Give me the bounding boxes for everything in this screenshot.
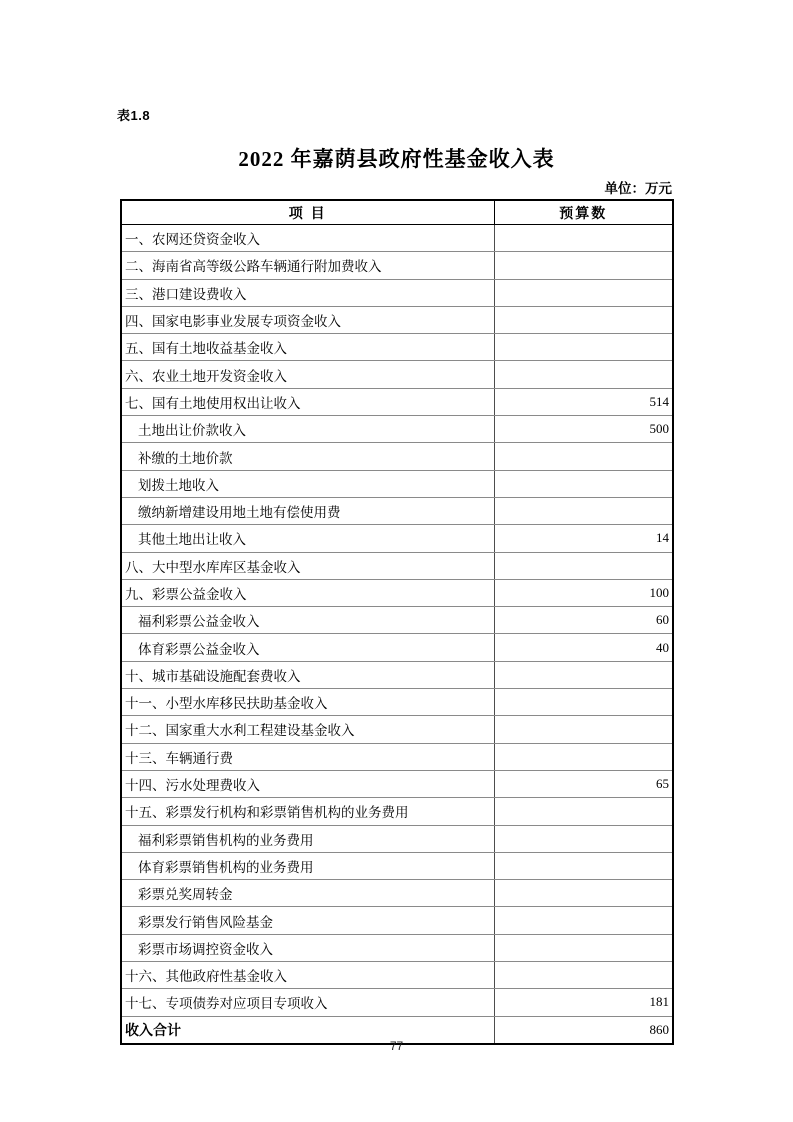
item-cell: 彩票发行销售风险基金 <box>121 907 494 934</box>
budget-cell: 181 <box>494 989 673 1016</box>
table-row <box>121 443 673 470</box>
item-cell: 福利彩票公益金收入 <box>121 607 494 634</box>
budget-cell: 100 <box>494 579 673 606</box>
budget-cell <box>494 443 673 470</box>
table-header-row <box>121 200 673 225</box>
item-cell: 六、农业土地开发资金收入 <box>121 361 494 388</box>
item-cell: 彩票兑奖周转金 <box>121 880 494 907</box>
item-cell: 土地出让价款收入 <box>121 416 494 443</box>
budget-cell: 514 <box>494 388 673 415</box>
item-cell: 十四、污水处理费收入 <box>121 770 494 797</box>
item-cell: 福利彩票销售机构的业务费用 <box>121 825 494 852</box>
budget-cell: 40 <box>494 634 673 661</box>
table-row <box>121 770 673 797</box>
table-row <box>121 689 673 716</box>
table-row <box>121 962 673 989</box>
budget-cell: 14 <box>494 525 673 552</box>
table-row <box>121 798 673 825</box>
table-row <box>121 552 673 579</box>
table-row <box>121 661 673 688</box>
table-row <box>121 388 673 415</box>
budget-cell <box>494 252 673 279</box>
item-cell: 体育彩票销售机构的业务费用 <box>121 852 494 879</box>
item-cell: 九、彩票公益金收入 <box>121 579 494 606</box>
table-row <box>121 470 673 497</box>
table-row <box>121 607 673 634</box>
item-cell: 五、国有土地收益基金收入 <box>121 334 494 361</box>
budget-cell <box>494 962 673 989</box>
item-cell: 七、国有土地使用权出让收入 <box>121 388 494 415</box>
table-row <box>121 525 673 552</box>
budget-cell <box>494 798 673 825</box>
table-row <box>121 743 673 770</box>
table-row <box>121 825 673 852</box>
unit-note: 单位：万元 <box>604 181 672 196</box>
page-number: 77 <box>389 1039 404 1053</box>
table-row <box>121 225 673 252</box>
item-cell: 划拨土地收入 <box>121 470 494 497</box>
table-row <box>121 716 673 743</box>
page-title: 2022 年嘉荫县政府性基金收入表 <box>238 147 555 171</box>
item-cell: 四、国家电影事业发展专项资金收入 <box>121 306 494 333</box>
table-row <box>121 934 673 961</box>
item-cell: 补缴的土地价款 <box>121 443 494 470</box>
column-header-budget: 预算数 <box>494 200 673 225</box>
budget-cell <box>494 689 673 716</box>
budget-cell <box>494 552 673 579</box>
table-row <box>121 497 673 524</box>
budget-cell <box>494 934 673 961</box>
budget-cell <box>494 743 673 770</box>
table-row <box>121 361 673 388</box>
table-row <box>121 334 673 361</box>
budget-cell: 60 <box>494 607 673 634</box>
budget-cell <box>494 470 673 497</box>
budget-cell <box>494 661 673 688</box>
item-cell: 一、农网还贷资金收入 <box>121 225 494 252</box>
budget-cell <box>494 497 673 524</box>
item-cell: 十六、其他政府性基金收入 <box>121 962 494 989</box>
table-row <box>121 634 673 661</box>
item-cell: 三、港口建设费收入 <box>121 279 494 306</box>
fund-revenue-table <box>120 199 674 1045</box>
item-cell: 八、大中型水库库区基金收入 <box>121 552 494 579</box>
column-header-item: 项 目 <box>121 200 494 225</box>
item-cell: 体育彩票公益金收入 <box>121 634 494 661</box>
table-row <box>121 907 673 934</box>
table-label: 表1.8 <box>117 108 151 123</box>
budget-cell <box>494 334 673 361</box>
item-cell: 十二、国家重大水利工程建设基金收入 <box>121 716 494 743</box>
table-row <box>121 306 673 333</box>
budget-cell <box>494 279 673 306</box>
table-row <box>121 252 673 279</box>
item-cell: 彩票市场调控资金收入 <box>121 934 494 961</box>
budget-cell <box>494 225 673 252</box>
item-cell: 十、城市基础设施配套费收入 <box>121 661 494 688</box>
table-row <box>121 989 673 1016</box>
budget-cell: 65 <box>494 770 673 797</box>
item-cell: 十五、彩票发行机构和彩票销售机构的业务费用 <box>121 798 494 825</box>
budget-cell <box>494 852 673 879</box>
budget-cell <box>494 306 673 333</box>
item-cell: 其他土地出让收入 <box>121 525 494 552</box>
budget-cell <box>494 907 673 934</box>
item-cell: 十七、专项债券对应项目专项收入 <box>121 989 494 1016</box>
budget-cell <box>494 825 673 852</box>
table-row <box>121 416 673 443</box>
item-cell: 十一、小型水库移民扶助基金收入 <box>121 689 494 716</box>
budget-cell <box>494 361 673 388</box>
table-row <box>121 880 673 907</box>
item-cell: 二、海南省高等级公路车辆通行附加费收入 <box>121 252 494 279</box>
budget-cell: 860 <box>494 1016 673 1044</box>
table-row <box>121 579 673 606</box>
budget-cell: 500 <box>494 416 673 443</box>
budget-cell <box>494 716 673 743</box>
item-cell: 缴纳新增建设用地土地有偿使用费 <box>121 497 494 524</box>
budget-cell <box>494 880 673 907</box>
item-cell: 十三、车辆通行费 <box>121 743 494 770</box>
item-cell: 收入合计 <box>121 1016 494 1044</box>
table-row <box>121 279 673 306</box>
table-row <box>121 852 673 879</box>
